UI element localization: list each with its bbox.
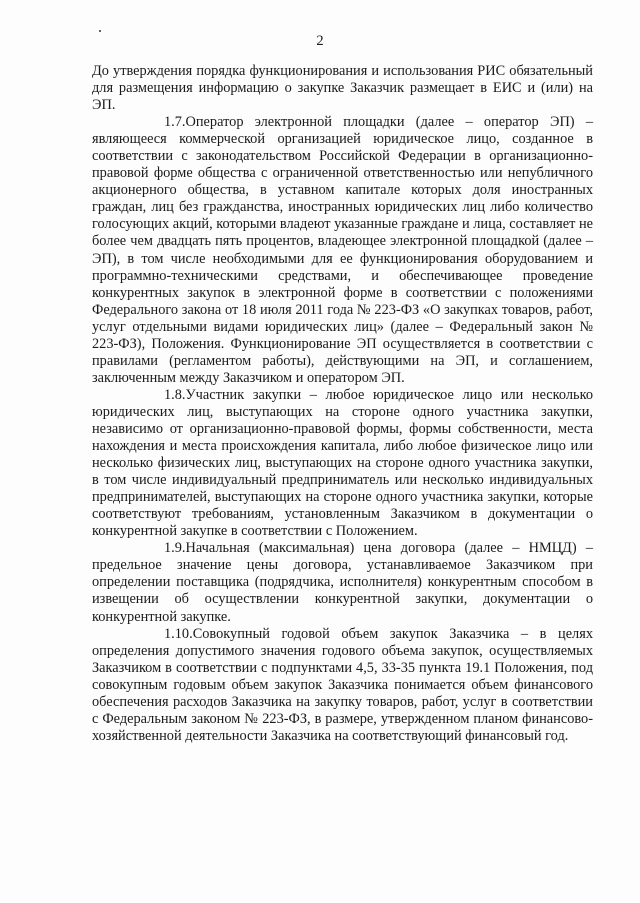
clause-number: 1.8. — [164, 386, 186, 403]
paragraph-intro — [92, 63, 593, 114]
clause-number: 1.10. — [164, 625, 193, 642]
clause-number: 1.7. — [164, 114, 186, 131]
clause-1-10 — [92, 626, 593, 745]
scan-speck — [99, 30, 101, 32]
clause-1-7 — [92, 114, 593, 387]
clause-1-8 — [92, 387, 593, 540]
page-number: 2 — [316, 33, 324, 49]
clause-number: 1.9. — [164, 540, 186, 557]
clause-text: Совокупный годовой объем закупок Заказчика – в целях определения допустимого значения годового объема закупок, осуществляемых Заказчиком в соответствии с подпунктами 4,5, 33-35 пункта 19.1 Положения, под совокупным годовым объем закупок Заказчика понимается объем финансового обеспечения расходов Заказчика на закупку товаров, работ, услуг в соответствии с Федеральным законом № 223-ФЗ, в размере, утвержденном планом финансово-хозяйственной деятельности Заказчика на соответствующий финансовый год. — [92, 625, 593, 744]
clause-text: Оператор электронной площадки (далее – оператор ЭП) – являющееся коммерческой организацией юридическое лицо, созданное в соответствии с законодательством Российской Федерации в организационно-правовой форме общества с ограниченной ответственностью или непубличного акционерного общества, в уставном капитале которых доля иностранных граждан, лиц без гражданства, иностранных юридических лиц либо количество голосующих акций, которыми владеют указанные граждане и лица, составляет не более чем двадцать пять процентов, владеющее электронной площадкой (далее – ЭП), в том числе необходимыми для ее функционирования оборудованием и программно-техническими средствами, и обеспечивающее проведение конкурентных закупок в электронной форме в соответствии с положениями Федерального закона от 18 июля 2011 года № 223-ФЗ «О закупках товаров, работ, услуг отдельными видами юридических лиц» (далее – Федеральный закон № 223-ФЗ), Положения. Функционирование ЭП осуществляется в соответствии с правилами (регламентом работы), действующими на ЭП, и соглашением, заключенным между Заказчиком и оператором ЭП. — [92, 114, 593, 386]
clause-text: Начальная (максимальная) цена договора (далее – НМЦД) – предельное значение цены договора, устанавливаемое Заказчиком при определении поставщика (подрядчика, исполнителя) конкурентным способом в извещении об осуществлении конкурентной закупки, документации о конкурентной закупке. — [92, 540, 593, 625]
paragraph-text: До утверждения порядка функционирования и использования РИС обязательный для размещения информацию о закупке Заказчик размещает в ЕИС и (или) на ЭП. — [92, 63, 593, 114]
clause-text: Участник закупки – любое юридическое лицо или несколько юридических лиц, выступающих на стороне одного участника закупки, независимо от организационно-правовой формы, формы собственности, места нахождения и места происхождения капитала, либо любое физическое лицо или несколько физических лиц, выступающих на стороне одного участника закупки, в том числе индивидуальный предприниматель или несколько индивидуальных предпринимателей, выступающих на стороне одного участника закупки, которые соответствуют требованиям, установленным Заказчиком в документации о конкурентной закупке в соответствии с Положением. — [92, 386, 593, 540]
document-body — [92, 63, 593, 745]
clause-1-9 — [92, 540, 593, 625]
